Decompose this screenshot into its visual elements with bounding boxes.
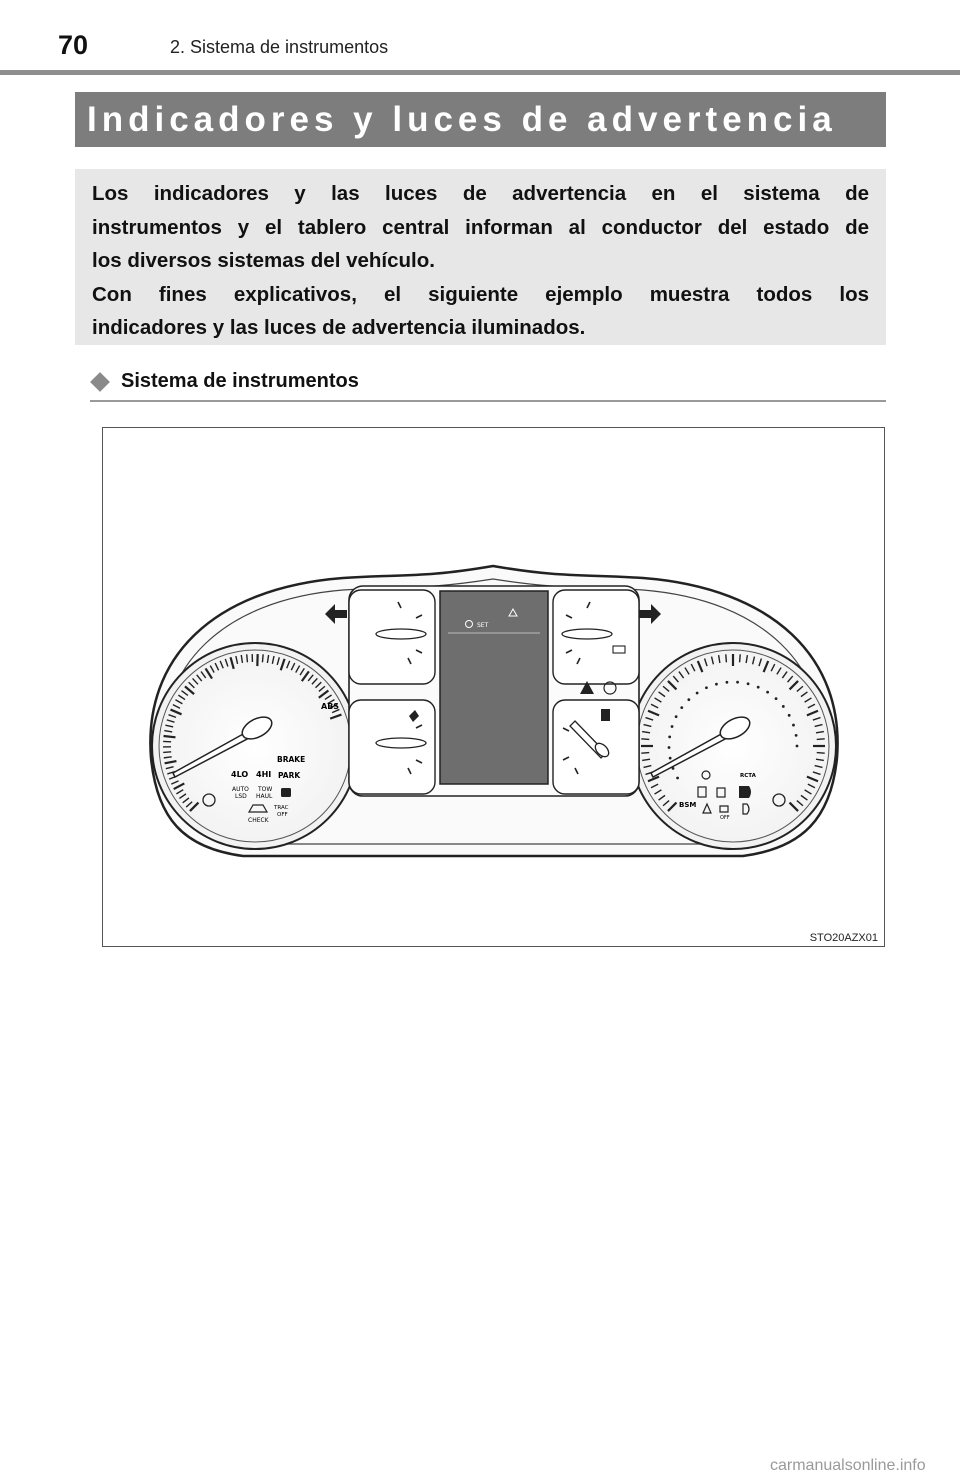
gauge-dot bbox=[687, 698, 690, 701]
check-indicator: CHECK bbox=[248, 817, 269, 824]
section-banner bbox=[75, 92, 886, 147]
gauge-tick bbox=[817, 753, 825, 754]
intro-line: los diversos sistemas del vehículo. bbox=[92, 249, 435, 272]
bsm-indicator: BSM bbox=[679, 801, 697, 809]
subsection-title: Sistema de instrumentos bbox=[121, 370, 359, 392]
gauge-dot bbox=[675, 715, 678, 718]
gauge-dot bbox=[696, 692, 699, 695]
watermark: carmanualsonline.info bbox=[770, 1457, 926, 1474]
gauge-tick bbox=[163, 752, 171, 753]
brake-indicator: BRAKE bbox=[277, 755, 306, 764]
gauge-tick bbox=[641, 753, 649, 754]
gauge-dot bbox=[766, 691, 769, 694]
gauge-dot bbox=[726, 681, 729, 684]
right-gauge bbox=[630, 643, 836, 849]
gauge-dot bbox=[747, 682, 750, 685]
gauge-dot bbox=[782, 705, 785, 708]
gauge-dot bbox=[676, 777, 679, 780]
center-module bbox=[349, 586, 639, 796]
gauge-dot bbox=[775, 697, 778, 700]
rcta-indicator: RCTA bbox=[740, 773, 756, 779]
intro-box bbox=[75, 169, 886, 345]
figure-code: STO20AZX01 bbox=[809, 932, 878, 944]
intro-line: Con fines explicativos, el siguiente ejemplo muestra todos los bbox=[92, 282, 869, 306]
intro-line: instrumentos y el tablero central informan al conductor del estado de bbox=[92, 215, 869, 239]
gauge-dot bbox=[792, 724, 795, 727]
gauge-dot bbox=[668, 746, 671, 749]
page-number: 70 bbox=[58, 30, 89, 60]
slip-off-indicator: OFF bbox=[720, 815, 730, 821]
section-title: Indicadores y luces de advertencia bbox=[87, 100, 837, 139]
park-indicator: PARK bbox=[278, 771, 301, 780]
gauge-tick bbox=[247, 654, 248, 662]
trac-off-indicator: OFF bbox=[277, 812, 288, 818]
abs-indicator: ABS bbox=[321, 702, 340, 711]
headlight-icon bbox=[739, 786, 751, 798]
subsection-heading bbox=[90, 370, 886, 402]
4hi-indicator: 4HI bbox=[256, 770, 272, 779]
header-rule bbox=[0, 70, 960, 75]
lsd-indicator: LSD bbox=[235, 793, 247, 800]
chapter-title: 2. Sistema de instrumentos bbox=[170, 37, 389, 57]
instrument-cluster-figure bbox=[102, 427, 885, 947]
gauge-dot bbox=[788, 714, 791, 717]
haul-indicator: HAUL bbox=[256, 793, 273, 800]
gauge-tick bbox=[262, 654, 263, 662]
gauge-dot bbox=[705, 686, 708, 689]
gauge-tick bbox=[726, 654, 727, 662]
intro-line: indicadores y las luces de advertencia iluminados. bbox=[92, 316, 586, 339]
intro-line: Los indicadores y las luces de advertencia en el sistema de bbox=[92, 182, 869, 205]
gauge-dot bbox=[757, 686, 760, 689]
set-indicator: SET bbox=[477, 622, 489, 629]
gauge-tick bbox=[817, 739, 825, 740]
gauge-dot bbox=[796, 745, 799, 748]
gauge-dot bbox=[669, 757, 672, 760]
gauge-tick bbox=[641, 739, 649, 740]
diamond-bullet-icon bbox=[90, 372, 110, 392]
gauge-dot bbox=[671, 725, 674, 728]
trac-indicator: TRAC bbox=[274, 805, 289, 811]
auto-indicator: AUTO bbox=[232, 786, 249, 793]
fuel-icon bbox=[601, 709, 610, 721]
tow-indicator: TOW bbox=[258, 786, 273, 793]
left-gauge bbox=[152, 643, 358, 849]
gauge-dot bbox=[736, 681, 739, 684]
gauge-tick bbox=[164, 736, 176, 737]
gauge-tick bbox=[740, 654, 741, 662]
gauge-dot bbox=[680, 706, 683, 709]
gauge-dot bbox=[795, 734, 798, 737]
lock-indicator-icon bbox=[281, 788, 291, 797]
multi-information-display bbox=[440, 591, 548, 784]
4lo-indicator: 4LO bbox=[231, 770, 249, 779]
gauge-dot bbox=[668, 735, 671, 738]
instrument-cluster-illustration bbox=[103, 428, 884, 946]
gauge-dot bbox=[715, 683, 718, 686]
